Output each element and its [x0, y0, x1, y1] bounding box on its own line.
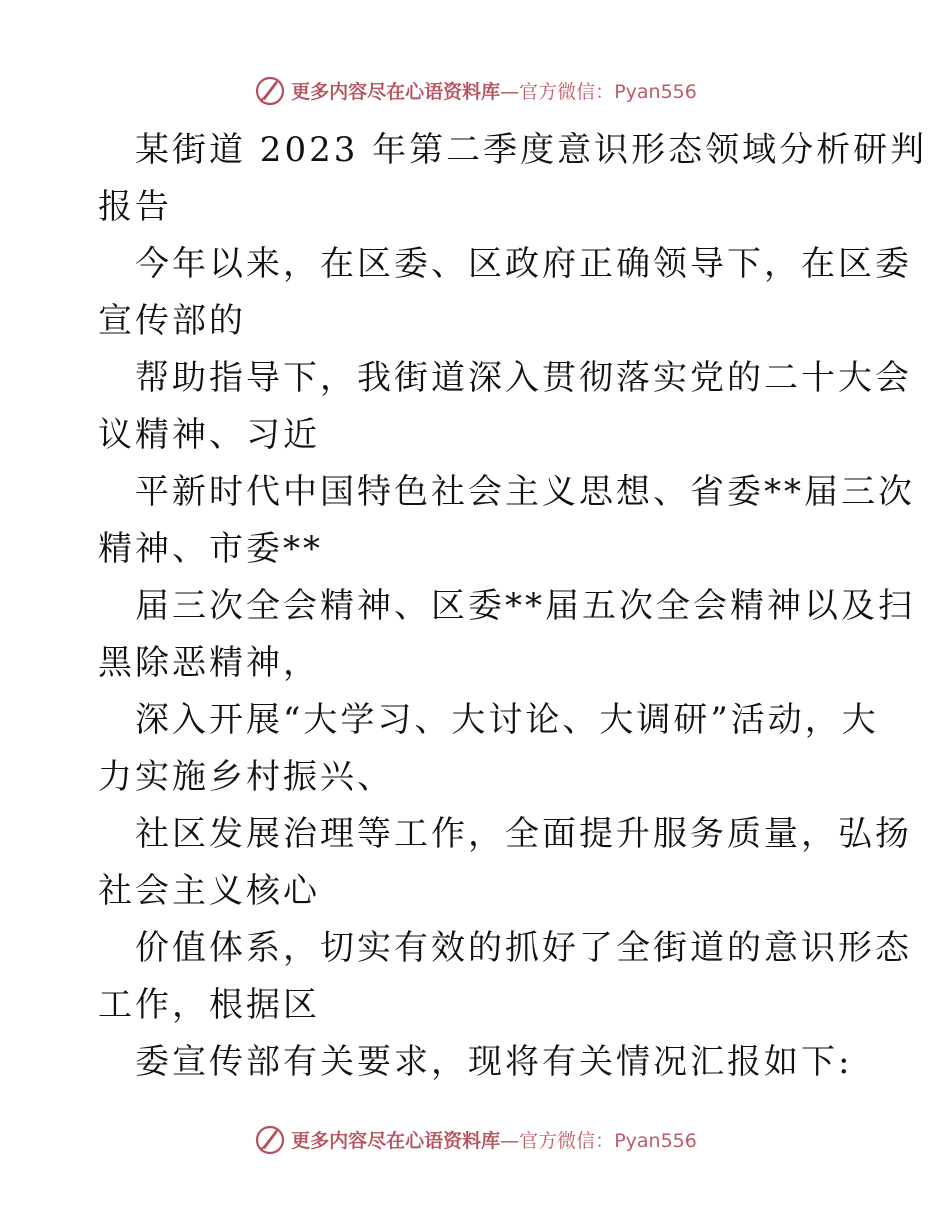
paragraph-line: 帮助指导下，我街道深入贯彻落实党的二十大会	[135, 358, 912, 398]
paragraph	[98, 806, 912, 920]
paragraph-line: 深入开展“大学习、大讨论、大调研”活动，大	[135, 700, 879, 740]
paragraph-line: 价值体系，切实有效的抓好了全街道的意识形态	[135, 928, 912, 968]
footer-banner-slogan: 更多内容尽在心语资料库	[291, 1129, 501, 1152]
paragraph-line: 议精神、习近	[98, 415, 320, 455]
header-banner	[0, 70, 950, 110]
paragraph-title	[98, 122, 928, 236]
paragraph-line: 报告	[98, 187, 172, 227]
header-banner-text	[291, 77, 697, 104]
paragraph	[98, 350, 912, 464]
paragraph	[98, 920, 912, 1034]
paragraph	[98, 236, 912, 350]
paragraph-line: 平新时代中国特色社会主义思想、省委**届三次	[135, 472, 915, 512]
paragraph-line: 工作，根据区	[98, 985, 320, 1025]
paragraph-line: 委宣传部有关要求，现将有关情况汇报如下:	[135, 1042, 853, 1082]
header-banner-wechat-id: Pyan556	[614, 80, 697, 103]
footer-banner-text	[291, 1126, 697, 1153]
footer-banner-wechat-id: Pyan556	[614, 1129, 697, 1152]
header-banner-dash: —	[500, 80, 520, 103]
paragraph-line: 力实施乡村振兴、	[98, 757, 394, 797]
paragraph-line: 宣传部的	[98, 301, 246, 341]
paragraph	[98, 1034, 858, 1091]
footer-banner-wechat-label: 官方微信：	[519, 1129, 615, 1152]
paragraph	[98, 578, 915, 692]
footer-banner-dash: —	[500, 1129, 520, 1152]
header-banner-slogan: 更多内容尽在心语资料库	[291, 80, 501, 103]
document-body	[98, 122, 928, 1091]
paragraph-line: 届三次全会精神、区委**届五次全会精神以及扫	[135, 586, 915, 626]
quill-pen-logo-icon	[253, 73, 287, 107]
paragraph-line: 社会主义核心	[98, 871, 320, 911]
paragraph	[98, 464, 915, 578]
paragraph-line: 黑除恶精神，	[98, 643, 320, 683]
paragraph-line: 今年以来，在区委、区政府正确领导下，在区委	[135, 244, 912, 284]
paragraph-line: 精神、市委**	[98, 529, 323, 569]
paragraph	[98, 692, 879, 806]
quill-pen-logo-icon	[253, 1122, 287, 1156]
paragraph-line: 社区发展治理等工作，全面提升服务质量，弘扬	[135, 814, 912, 854]
header-banner-wechat-label: 官方微信：	[519, 80, 615, 103]
footer-banner	[0, 1119, 950, 1159]
paragraph-line: 某街道 2023 年第二季度意识形态领域分析研判	[135, 130, 928, 170]
